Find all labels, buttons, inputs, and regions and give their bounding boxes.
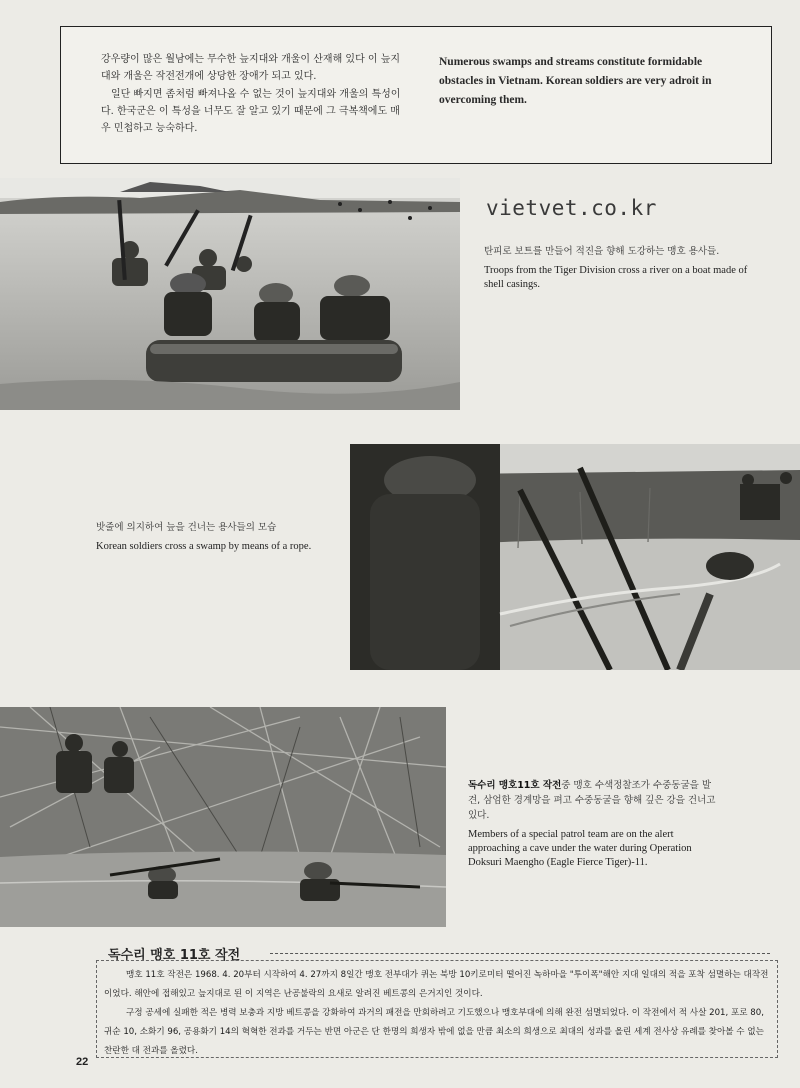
caption-korean: 탄피로 보트를 만들어 적진을 향해 도강하는 맹호 용사들. (484, 246, 720, 257)
caption-english: Korean soldiers cross a swamp by means of a rope. (96, 541, 312, 552)
caption-korean: 밧줄에 의지하여 늪을 건너는 용사들의 모습 (96, 522, 277, 533)
intro-korean-paragraph: 일단 빠지면 좀처럼 빠져나올 수 없는 것이 늪지대와 개울의 특성이다. 한국군은 이 특성을 너무도 잘 알고 있기 때문에 그 극복책에도 매우 민첩하고 능숙하다. (101, 89, 401, 134)
caption-operation-name: 독수리 맹호11호 작전 (468, 780, 562, 791)
divider (270, 953, 770, 954)
photo-patrol-underwater-cave (0, 707, 446, 927)
caption-korean (468, 778, 718, 823)
caption-rope-crossing (96, 520, 346, 554)
photo-river-crossing-boat (0, 178, 460, 410)
caption-patrol-cave (468, 778, 718, 870)
intro-korean-text (101, 51, 401, 138)
operation-title: 독수리 맹호 11호 작전 (108, 948, 241, 963)
intro-box (60, 26, 772, 164)
watermark: vietvet.co.kr (486, 196, 657, 220)
intro-korean-paragraph: 강우량이 많은 월남에는 무수한 늪지대와 개울이 산재해 있다 이 늪지대와 개울은 작전전개에 상당한 장애가 되고 있다. (101, 54, 401, 82)
caption-english: Troops from the Tiger Division cross a river on a boat made of shell casings. (484, 265, 748, 290)
caption-english: Members of a special patrol team are on the alert approaching a cave under the water during Operation Doksuri Maengho (Eagle Fierce Tiger)-11. (468, 829, 692, 868)
photo-swamp-rope-crossing (350, 444, 800, 670)
page-number: 22 (76, 1056, 89, 1068)
operation-body (104, 966, 774, 1061)
caption-korean-rest: 중 맹호 수색정찰조가 수중동굴을 발견, 삼엄한 경계망을 펴고 수중동굴을 향해 깊은 강을 건너고 있다. (468, 780, 716, 821)
caption-boat-crossing (484, 244, 754, 292)
intro-english-text: Numerous swamps and streams constitute formidable obstacles in Vietnam. Korean soldiers are very adroit in overcoming them. (439, 56, 712, 106)
operation-paragraph: 맹호 11호 작전은 1968. 4. 20부터 시작하여 4. 27까지 8일간 맹호 전부대가 퀴논 북방 10키로미터 떨어진 녹하마을 "투이폭"해안 지대 일대의 적을 포착 섬멸하는 대작전이었다. 해안에 접해있고 늪지대로 된 이 지역은 난공불락의 요새로 알려진 베트콩의 은거지인 것이다. (104, 970, 769, 999)
operation-paragraph: 구정 공세에 실패한 적은 병력 보충과 지방 베트콩을 강화하여 과거의 패전을 만회하려고 기도했으나 맹호부대에 의해 완전 섬멸되었다. 이 작전에서 적 사살 201, 포로 80, 귀순 10, 소화기 96, 공용화기 14의 혁혁한 전과를 거두는 반면 아군은 단 한명의 희생자 밖에 없을 만큼 최소의 희생으로 최대의 성과를 올린 세계 전사상 유례를 찾아볼 수 없는 찬란한 대 전과를 올렸다. (104, 1008, 764, 1056)
